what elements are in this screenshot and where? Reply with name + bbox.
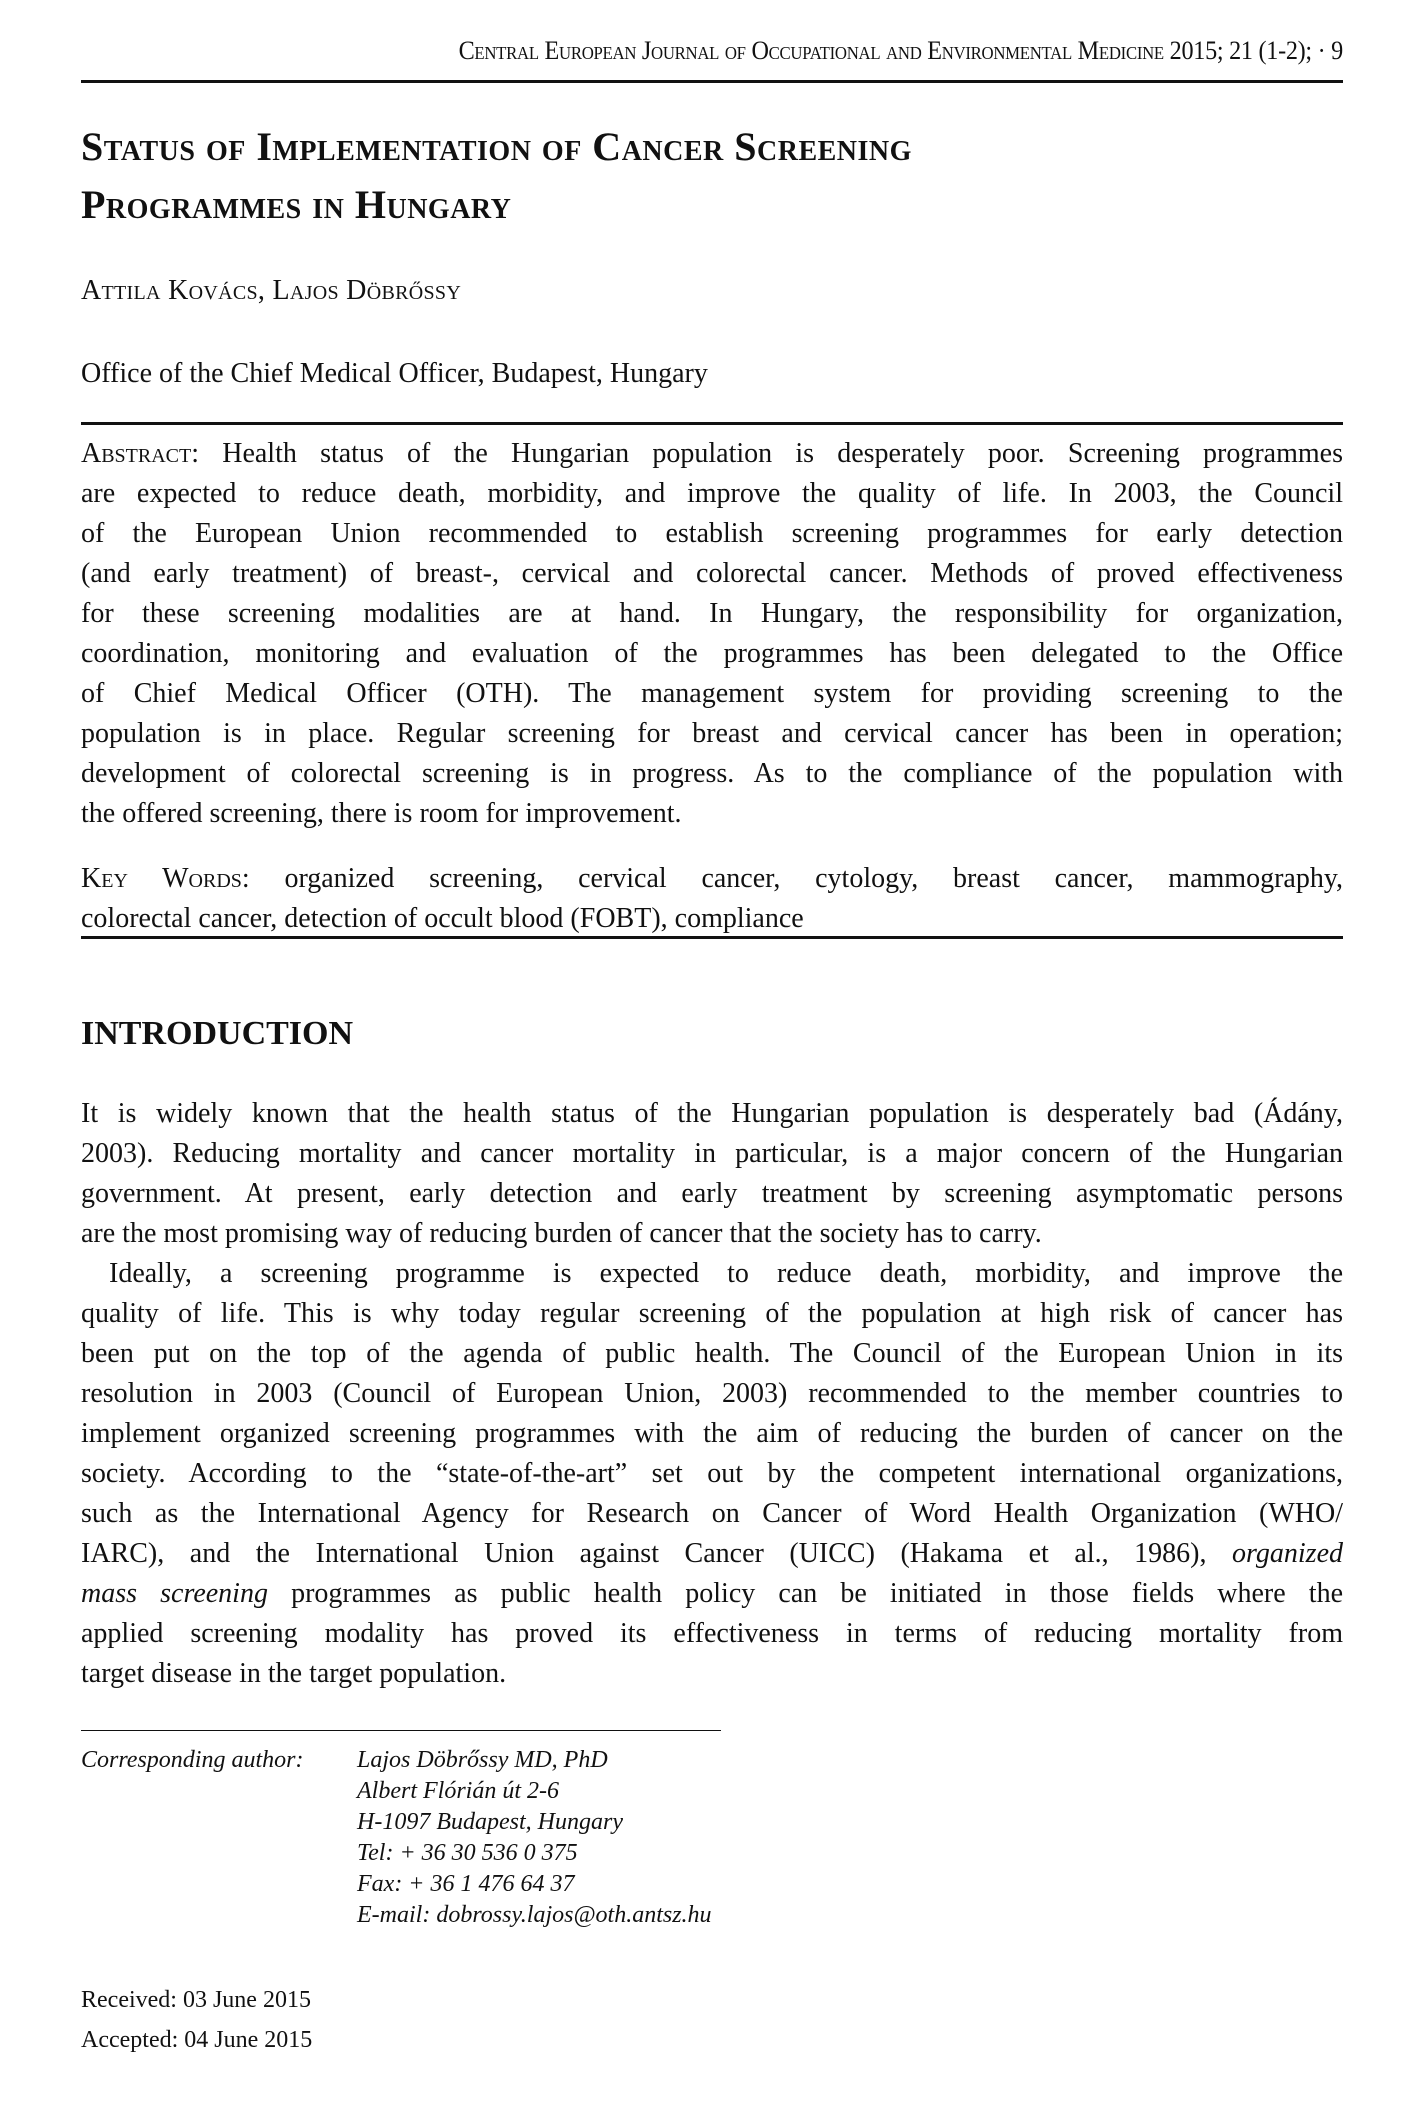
corresponding-name: Lajos Döbrőssy MD, PhD: [357, 1747, 608, 1773]
body-line: government. At present, early detection and early treatment by screening asymptomatic persons: [81, 1178, 1343, 1209]
body-line: resolution in 2003 (Council of European Union, 2003) recommended to the member countries to: [81, 1378, 1343, 1409]
body-line: are the most promising way of reducing burden of cancer that the society has to carry.: [81, 1218, 1042, 1249]
accepted-date: Accepted: 04 June 2015: [81, 2027, 313, 2053]
body-line: Ideally, a screening programme is expected to reduce death, morbidity, and improve the: [109, 1258, 1343, 1289]
abstract-line: development of colorectal screening is in progress. As to the compliance of the population with: [81, 758, 1343, 789]
corresponding-city: H-1097 Budapest, Hungary: [357, 1809, 623, 1835]
body-line: 2003). Reducing mortality and cancer mortality in particular, is a major concern of the Hungarian: [81, 1138, 1343, 1169]
abstract-line: of the European Union recommended to establish screening programmes for early detection: [81, 518, 1343, 549]
body-line: such as the International Agency for Research on Cancer of Word Health Organization (WHO/: [81, 1498, 1343, 1529]
abstract-label: Abstract:: [81, 438, 200, 469]
keywords: [81, 859, 1343, 939]
header-rule: [81, 80, 1343, 83]
body-line: mass screening programmes as public health policy can be initiated in those fields where the: [81, 1578, 1343, 1609]
corresponding-tel: Tel: + 36 30 536 0 375: [357, 1840, 578, 1866]
body-line: been put on the top of the agenda of public health. The Council of the European Union in its: [81, 1338, 1343, 1369]
corresponding-details: [357, 1745, 712, 1931]
abstract-line: population is in place. Regular screening for breast and cervical cancer has been in operation;: [81, 718, 1343, 749]
section-heading-introduction: INTRODUCTION: [81, 1015, 354, 1052]
italic-term: mass screening: [81, 1578, 268, 1609]
keywords-bottom-rule: [81, 936, 1343, 939]
abstract-top-rule: [81, 422, 1343, 425]
article-title: [81, 118, 912, 234]
abstract: [81, 434, 1343, 834]
title-line-2: Programmes in Hungary: [81, 182, 512, 227]
italic-term: organized: [1232, 1538, 1343, 1569]
corresponding-label: Corresponding author:: [81, 1747, 304, 1773]
authors: Attila Kovács, Lajos Döbrőssy: [81, 275, 462, 306]
abstract-line: coordination, monitoring and evaluation of the programmes has been delegated to the Office: [81, 638, 1343, 669]
body-line: quality of life. This is why today regular screening of the population at high risk of cancer has: [81, 1298, 1343, 1329]
running-head: Central European Journal of Occupational and Environmental Medicine 2015; 21 (1-2); · 9: [458, 36, 1343, 65]
body-line: IARC), and the International Union against Cancer (UICC) (Hakama et al., 1986), organized: [81, 1538, 1343, 1569]
abstract-line: the offered screening, there is room for improvement.: [81, 798, 682, 829]
received-date: Received: 03 June 2015: [81, 1987, 311, 2013]
title-line-1: Status of Implementation of Cancer Screening: [81, 124, 912, 169]
keywords-label: Key Words:: [81, 863, 250, 894]
abstract-line: of Chief Medical Officer (OTH). The management system for providing screening to the: [81, 678, 1343, 709]
affiliation: Office of the Chief Medical Officer, Budapest, Hungary: [81, 358, 708, 389]
body-line: society. According to the “state-of-the-art” set out by the competent international organizations,: [81, 1458, 1343, 1489]
body-line: It is widely known that the health status of the Hungarian population is desperately bad (Ádány,: [81, 1098, 1343, 1129]
dates: [81, 1980, 312, 2060]
abstract-line: are expected to reduce death, morbidity, and improve the quality of life. In 2003, the Council: [81, 478, 1343, 509]
keywords-line: colorectal cancer, detection of occult blood (FOBT), compliance: [81, 903, 804, 934]
corresponding-street: Albert Flórián út 2-6: [357, 1778, 559, 1804]
corresponding-email: E-mail: dobrossy.lajos@oth.antsz.hu: [357, 1902, 712, 1928]
corresponding-fax: Fax: + 36 1 476 64 37: [357, 1871, 575, 1897]
abstract-line: Abstract: Health status of the Hungarian population is desperately poor. Screening programmes: [81, 438, 1343, 469]
introduction-body: [81, 1094, 1343, 1694]
footnote-rule: [81, 1730, 721, 1731]
abstract-line: (and early treatment) of breast-, cervical and colorectal cancer. Methods of proved effectiveness: [81, 558, 1343, 589]
body-line: applied screening modality has proved its effectiveness in terms of reducing mortality from: [81, 1618, 1343, 1649]
body-line: implement organized screening programmes with the aim of reducing the burden of cancer on the: [81, 1418, 1343, 1449]
abstract-line: for these screening modalities are at hand. In Hungary, the responsibility for organization,: [81, 598, 1343, 629]
body-line: target disease in the target population.: [81, 1658, 507, 1689]
keywords-line: Key Words: organized screening, cervical cancer, cytology, breast cancer, mammography,: [81, 863, 1343, 894]
